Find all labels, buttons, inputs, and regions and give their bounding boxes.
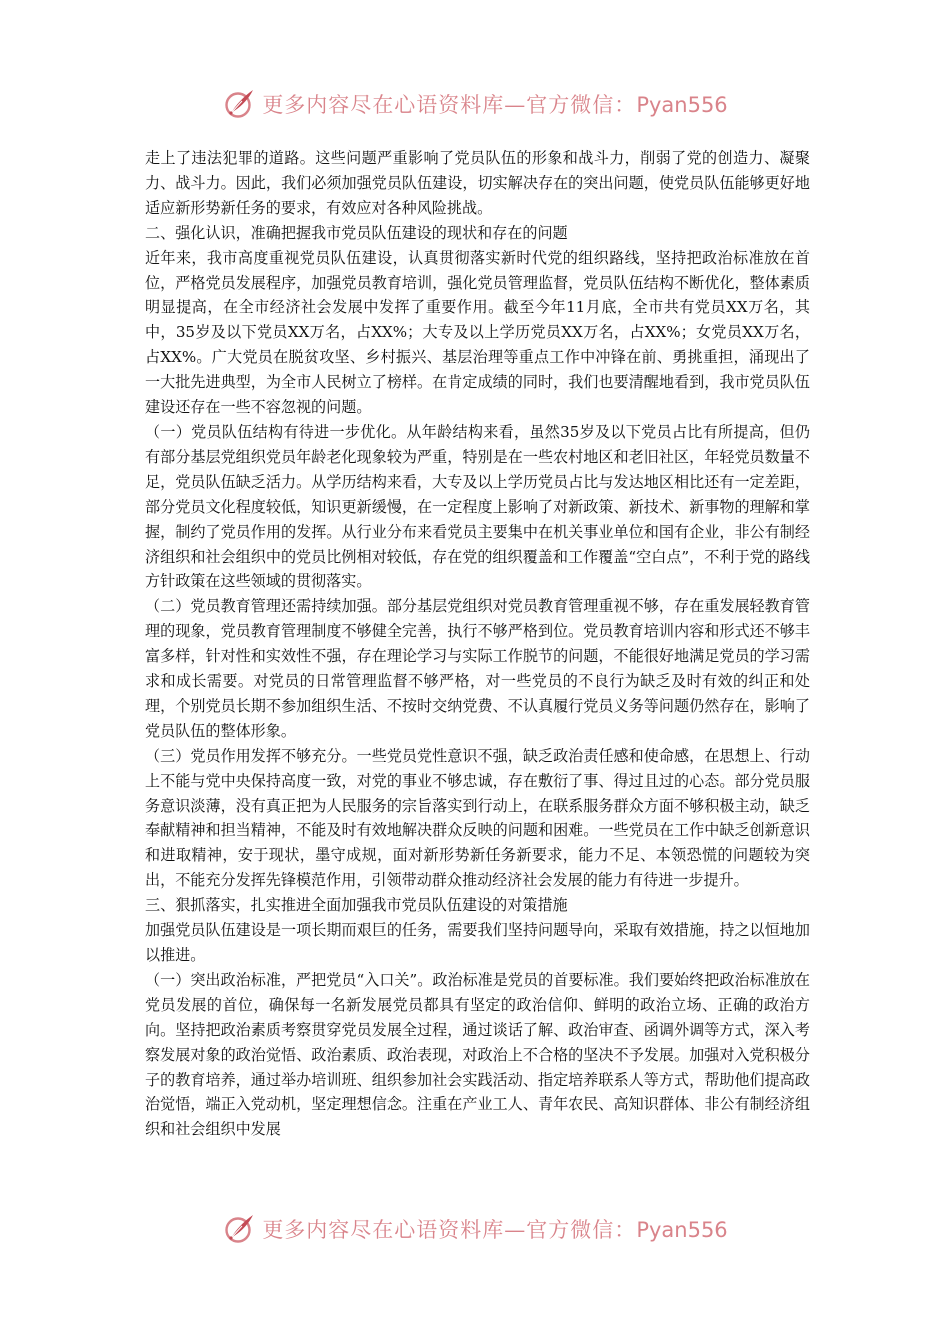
watermark-text (262, 89, 727, 119)
watermark-handle: Pyan556 (636, 1218, 728, 1242)
paragraph: 加强党员队伍建设是一项长期而艰巨的任务，需要我们坚持问题导向，采取有效措施，持之以恒地加以推进。 (145, 921, 810, 964)
footer-watermark-banner (0, 1207, 950, 1251)
watermark-handle: Pyan556 (636, 93, 728, 117)
quill-circle-logo-icon (222, 87, 256, 121)
paragraph: 近年来，我市高度重视党员队伍建设，认真贯彻落实新时代党的组织路线，坚持把政治标准放在首位，严格党员发展程序，加强党员教育培训，强化党员管理监督，党员队伍结构不断优化，整体素质明显提高，在全市经济社会发展中发挥了重要作用。截至今年11月底，全市共有党员XX万名，其中，35岁及以下党员XX万名，占XX%；大专及以上学历党员XX万名，占XX%；女党员XX万名，占XX%。广大党员在脱贫攻坚、乡村振兴、基层治理等重点工作中冲锋在前、勇挑重担，涌现出了一大批先进典型，为全市人民树立了榜样。在肯定成绩的同时，我们也要清醒地看到，我市党员队伍建设还存在一些不容忽视的问题。 (145, 248, 810, 417)
watermark-prefix: 更多内容尽在心语资料库—官方微信： (262, 1218, 637, 1242)
section-heading: 二、强化认识，准确把握我市党员队伍建设的现状和存在的问题 (145, 223, 568, 242)
header-watermark-banner (0, 82, 950, 126)
section-heading: 三、狠抓落实，扎实推进全面加强我市党员队伍建设的对策措施 (145, 896, 568, 915)
paragraph: （一）党员队伍结构有待进一步优化。从年龄结构来看，虽然35岁及以下党员占比有所提高，但仍有部分基层党组织党员年龄老化现象较为严重，特别是在一些农村地区和老旧社区，年轻党员数量不足，党员队伍缺乏活力。从学历结构来看，大专及以上学历党员占比与发达地区相比还有一定差距，部分党员文化程度较低，知识更新缓慢，在一定程度上影响了对新政策、新技术、新事物的理解和掌握，制约了党员作用的发挥。从行业分布来看党员主要集中在机关事业单位和国有企业，非公有制经济组织和社会组织中的党员比例相对较低，存在党的组织覆盖和工作覆盖“空白点”，不利于党的路线方针政策在这些领域的贯彻落实。 (145, 422, 810, 591)
paragraph: （二）党员教育管理还需持续加强。部分基层党组织对党员教育管理重视不够，存在重发展轻教育管理的现象，党员教育管理制度不够健全完善，执行不够严格到位。党员教育培训内容和形式还不够丰富多样，针对性和实效性不强，存在理论学习与实际工作脱节的问题，不能很好地满足党员的学习需求和成长需要。对党员的日常管理监督不够严格，对一些党员的不良行为缺乏及时有效的纠正和处理，个别党员长期不参加组织生活、不按时交纳党费、不认真履行党员义务等问题仍然存在，影响了党员队伍的整体形象。 (145, 597, 810, 740)
watermark-prefix: 更多内容尽在心语资料库—官方微信： (262, 93, 637, 117)
quill-circle-logo-icon (222, 1212, 256, 1246)
paragraph: 走上了违法犯罪的道路。这些问题严重影响了党员队伍的形象和战斗力，削弱了党的创造力、凝聚力、战斗力。因此，我们必须加强党员队伍建设，切实解决存在的突出问题，使党员队伍能够更好地适应新形势新任务的要求，有效应对各种风险挑战。 (145, 149, 810, 217)
watermark-text (262, 1214, 727, 1244)
paragraph: （一）突出政治标准，严把党员“入口关”。政治标准是党员的首要标准。我们要始终把政治标准放在党员发展的首位，确保每一名新发展党员都具有坚定的政治信仰、鲜明的政治立场、正确的政治方向。坚持把政治素质考察贯穿党员发展全过程，通过谈话了解、政治审查、函调外调等方式，深入考察发展对象的政治觉悟、政治素质、政治表现，对政治上不合格的坚决不予发展。加强对入党积极分子的教育培养，通过举办培训班、组织参加社会实践活动、指定培养联系人等方式，帮助他们提高政治觉悟，端正入党动机，坚定理想信念。注重在产业工人、青年农民、高知识群体、非公有制经济组织和社会组织中发展 (145, 970, 810, 1139)
document-body (145, 146, 810, 1142)
paragraph: （三）党员作用发挥不够充分。一些党员党性意识不强，缺乏政治责任感和使命感，在思想上、行动上不能与党中央保持高度一致，对党的事业不够忠诚，存在敷衍了事、得过且过的心态。部分党员服务意识淡薄，没有真正把为人民服务的宗旨落实到行动上，在联系服务群众方面不够积极主动，缺乏奉献精神和担当精神，不能及时有效地解决群众反映的问题和困难。一些党员在工作中缺乏创新意识和进取精神，安于现状，墨守成规，面对新形势新任务新要求，能力不足、本领恐慌的问题较为突出，不能充分发挥先锋模范作用，引领带动群众推动经济社会发展的能力有待进一步提升。 (145, 746, 810, 890)
